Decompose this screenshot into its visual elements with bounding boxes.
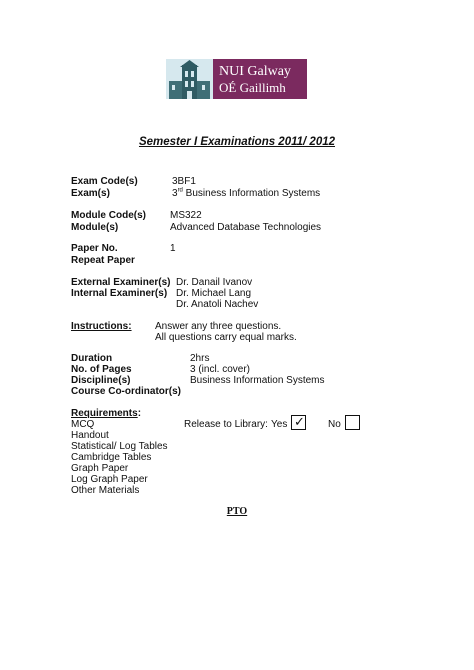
internal-examiner-value: Dr. Michael Lang	[176, 288, 252, 299]
pages-value: 3 (incl. cover)	[190, 364, 251, 375]
exams-label: Exam(s)	[71, 188, 110, 199]
pto-note: PTO	[226, 506, 248, 517]
modules-value: Advanced Database Technologies	[170, 222, 322, 233]
university-tower-icon	[166, 59, 213, 99]
paper-no-value: 1	[170, 243, 176, 254]
duration-value: 2hrs	[190, 353, 210, 364]
requirement-item: Cambridge Tables	[71, 452, 152, 463]
release-no-checkbox[interactable]	[345, 415, 360, 430]
release-yes-checkbox[interactable]	[291, 415, 306, 430]
external-examiner-label: External Examiner(s)	[71, 277, 171, 288]
page-title: Semester I Examinations 2011/ 2012	[138, 136, 336, 148]
module-codes-value: MS322	[170, 210, 202, 221]
requirement-item: Statistical/ Log Tables	[71, 441, 168, 452]
logo-text-english: NUI Galway	[219, 64, 291, 79]
exam-codes-value: 3BF1	[172, 176, 196, 187]
logo-text-irish: OÉ Gaillimh	[219, 80, 286, 95]
requirement-item: Other Materials	[71, 485, 140, 496]
requirement-item: MCQ	[71, 419, 95, 430]
internal-examiner-label: Internal Examiner(s)	[71, 288, 168, 299]
disciplines-label: Discipline(s)	[71, 375, 131, 386]
disciplines-value: Business Information Systems	[190, 375, 325, 386]
release-to-library-label: Release to Library:	[184, 419, 268, 430]
instructions-line: Answer any three questions.	[155, 321, 282, 332]
nui-galway-logo	[166, 59, 307, 99]
release-no-label: No	[328, 419, 341, 430]
repeat-paper-label: Repeat Paper	[71, 255, 135, 266]
instructions-line: All questions carry equal marks.	[155, 332, 297, 343]
requirement-item: Graph Paper	[71, 463, 129, 474]
requirement-item: Log Graph Paper	[71, 474, 148, 485]
pages-label: No. of Pages	[71, 364, 132, 375]
release-yes-label: Yes	[271, 419, 288, 430]
course-coordinators-label: Course Co-ordinator(s)	[71, 386, 181, 397]
instructions-label: Instructions:	[71, 321, 132, 332]
external-examiner-value: Dr. Danail Ivanov	[176, 277, 253, 288]
checkmark-icon: ✓	[294, 415, 305, 430]
internal-examiner-value: Dr. Anatoli Nachev	[176, 299, 259, 310]
module-codes-label: Module Code(s)	[71, 210, 146, 221]
modules-label: Module(s)	[71, 222, 119, 233]
requirements-label: Requirements:	[71, 408, 142, 419]
exams-value: 3rd Business Information Systems	[172, 187, 321, 199]
requirement-item: Handout	[71, 430, 109, 441]
exam-codes-label: Exam Code(s)	[71, 176, 138, 187]
duration-label: Duration	[71, 353, 113, 364]
paper-no-label: Paper No.	[71, 243, 118, 254]
